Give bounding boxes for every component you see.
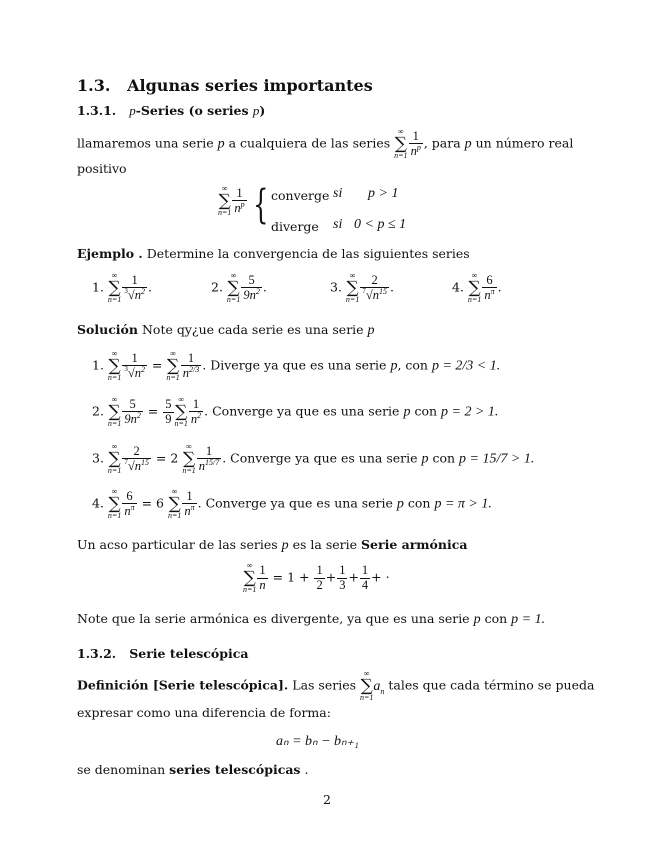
case-cond-2: 0 < p ≤ 1 — [354, 217, 407, 232]
fraction: $\frac{1}{n^p}$ — [410, 128, 421, 159]
example-item-2: 2. ∞ ∑ n=1 $\frac{5}{9n^2}$ . — [211, 271, 267, 305]
example-heading — [77, 246, 470, 261]
solution-condition: p = 2/3 < 1. — [431, 358, 501, 374]
case-label: converge — [271, 188, 330, 203]
solution-condition: p = 15/7 > 1. — [459, 451, 535, 467]
section-number: 1.3. — [77, 76, 111, 95]
closing-text: se denominan — [77, 762, 166, 777]
harmonic-condition: p = 1. — [511, 612, 546, 627]
example-item-1: 1. ∞ ∑ n=1 $\frac{1}{^3√n^2}$ . — [92, 271, 152, 305]
section-title: Algunas series importantes — [127, 76, 373, 95]
item-number: 3. — [92, 450, 104, 466]
harmonic-note-text: con — [484, 611, 508, 626]
case-si: si — [333, 217, 343, 232]
subsection-heading-telescopic — [77, 646, 248, 661]
section-heading — [77, 76, 373, 95]
intro-text: llamaremos una serie — [77, 135, 214, 151]
definition-line2: expresar como una diferencia de forma: — [77, 705, 331, 720]
closing-line — [77, 762, 308, 777]
p-series-cases — [218, 185, 248, 217]
harmonic-equation: ∞ ∑ n=1 $\frac{1}{n}$ = 1 + $\frac{1}{2}$ + $\frac{1}{3}$ + $\frac{1}{4}$ + · — [243, 561, 390, 595]
solution-item-1: 1. ∞ ∑ n=1 $\frac{1}{^3√n^2}$ = ∞ ∑ n=1 $\frac{1}{n^{2/3}}$ . Diverge ya que es una serie p, con p = 2/3 < 1. — [92, 349, 501, 383]
harmonic-text: es la serie — [292, 537, 358, 552]
closing-bold: series telescópicas — [169, 762, 301, 777]
item-number: 4. — [92, 495, 104, 511]
solution-text: . Converge ya que es una serie — [197, 495, 393, 511]
p-symbol: p — [281, 538, 289, 553]
case-cond-1: p > 1 — [368, 186, 399, 201]
harmonic-text: Un acso particular de las series — [77, 537, 278, 552]
curly-brace: { — [253, 182, 269, 228]
solution-item-4: 4. ∞ ∑ n=1 $\frac{6}{n^\pi}$ = 6 ∞ ∑ n=1 $\frac{1}{n^\pi}$ . Converge ya que es una serie p con p = π > 1. — [92, 487, 492, 521]
solution-text: , con — [397, 357, 428, 373]
sum-symbol: ∞ ∑ n=1 — [394, 127, 408, 161]
closing-end: . — [304, 762, 309, 777]
fraction: $\frac{1}{n^p}$ — [234, 185, 245, 216]
harmonic-note-text: Note que la serie armónica es divergente, ya que es una serie — [77, 611, 470, 626]
solution-condition: p = π > 1. — [434, 496, 492, 512]
sum-symbol: ∞ ∑ n=1 — [218, 184, 232, 218]
p-symbol: p — [217, 136, 225, 152]
page-number: 2 — [323, 792, 331, 807]
solution-label: Solución — [77, 322, 138, 337]
subsection-number: 1.3.1. — [77, 103, 117, 118]
solution-item-3: 3. ∞ ∑ n=1 $\frac{2}{^7√n^{15}}$ = 2 ∞ ∑ n=1 $\frac{1}{n^{15/7}}$ . Converge ya que es una serie p con p = 15/7 > 1. — [92, 442, 535, 476]
case-diverge: diverge — [271, 219, 319, 234]
solution-text: . Converge ya que es una serie — [204, 403, 400, 419]
item-number: 1. — [92, 357, 104, 373]
p-symbol: p — [367, 323, 375, 338]
subsection-title: Serie telescópica — [129, 646, 249, 661]
p-symbol: p — [252, 103, 260, 118]
solution-text: con — [432, 450, 456, 466]
solution-text: con — [407, 495, 431, 511]
definition-text: Las series — [292, 677, 357, 693]
subsection-number: 1.3.2. — [77, 646, 117, 661]
solution-item-2: 2. ∞ ∑ n=1 $\frac{5}{9n^2}$ = $\frac{5}{9}$ ∞ ∑ n=1 $\frac{1}{n^2}$ . Converge ya que es una serie p con p = 2 > 1. — [92, 395, 499, 429]
subsection-heading-p-series — [77, 103, 265, 119]
telescopic-equation: aₙ = bₙ − bₙ₊₁ — [276, 734, 359, 749]
harmonic-bold: Serie armónica — [361, 537, 468, 552]
intro-text: , para — [423, 135, 461, 151]
solution-heading — [77, 322, 375, 339]
solution-text: Note qy¿ue cada serie es una serie — [141, 322, 364, 337]
item-number: 1. — [92, 279, 104, 295]
harmonic-intro — [77, 537, 467, 554]
intro-paragraph: llamaremos una serie p a cualquiera de las series ∞ ∑ n=1 $\frac{1}{n^p}$ , para p un número real — [77, 127, 574, 161]
subsection-title-close: ) — [259, 103, 266, 118]
intro-line2: positivo — [77, 161, 127, 176]
p-symbol: p — [421, 451, 429, 467]
subsection-title: -Series (o series — [135, 103, 253, 118]
definition-text: tales que cada término se pueda — [388, 677, 595, 693]
solution-text: con — [414, 403, 438, 419]
solution-condition: p = 2 > 1. — [441, 404, 499, 420]
solution-text: . Diverge ya que es una serie — [202, 357, 387, 373]
example-item-4: 4. ∞ ∑ n=1 $\frac{6}{n^\pi}$ . — [452, 271, 502, 305]
solution-text: . Converge ya que es una serie — [222, 450, 418, 466]
item-number: 2. — [211, 279, 223, 295]
harmonic-note — [77, 611, 545, 628]
intro-text: a cualquiera de las series — [228, 135, 391, 151]
definition-paragraph: Definición [Serie telescópica]. Las series ∞ ∑ n=1 $a_n$ tales que cada término se pueda — [77, 669, 595, 703]
item-number: 4. — [452, 279, 464, 295]
p-symbol: p — [390, 358, 398, 374]
example-item-3: 3. ∞ ∑ n=1 $\frac{2}{^7√n^{15}}$ . — [330, 271, 394, 305]
intro-text: un número real — [475, 135, 574, 151]
item-number: 2. — [92, 403, 104, 419]
p-symbol: p — [129, 103, 136, 118]
definition-label: Definición [Serie telescópica]. — [77, 677, 289, 693]
example-label: Ejemplo . — [77, 246, 143, 261]
p-symbol: p — [473, 612, 481, 627]
p-symbol: p — [396, 496, 404, 512]
case-si: si — [333, 186, 343, 201]
example-text: Determine la convergencia de las siguientes series — [146, 246, 470, 261]
p-symbol: p — [403, 404, 411, 420]
case-converge — [271, 188, 329, 203]
item-number: 3. — [330, 279, 342, 295]
